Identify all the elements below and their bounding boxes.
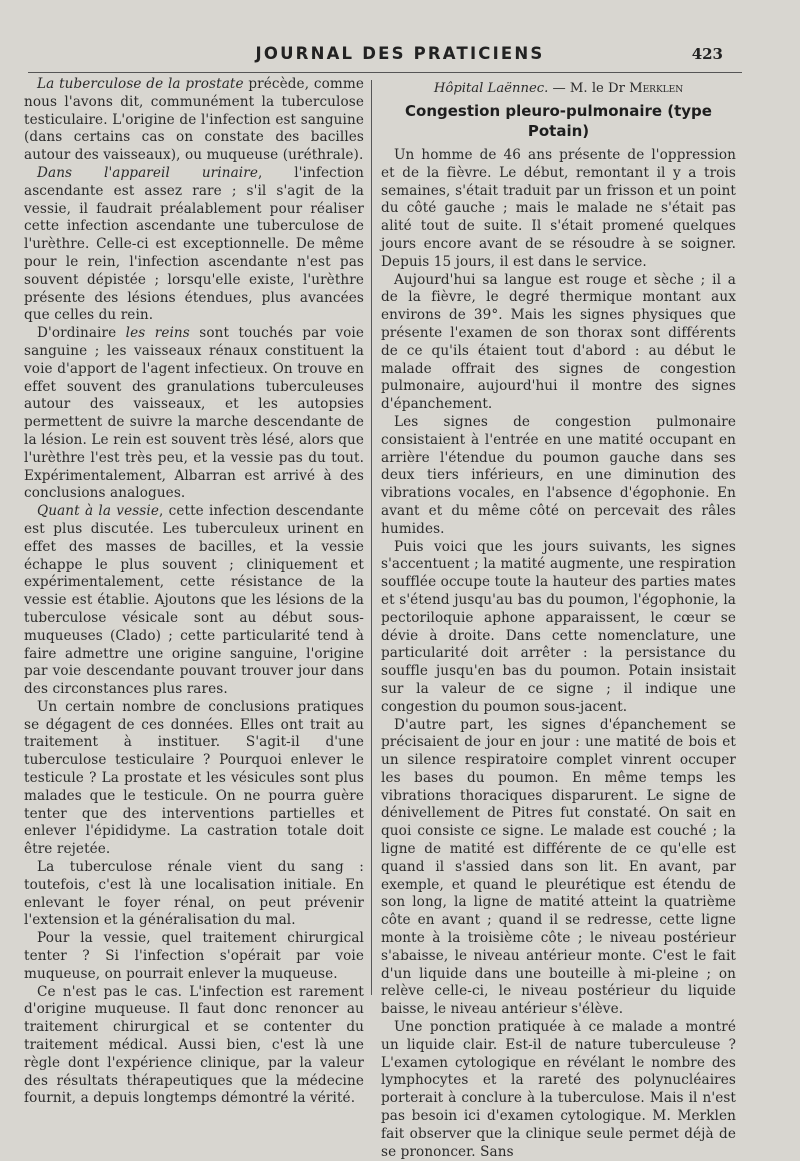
italic-lead: les reins — [125, 325, 190, 342]
hospital-line — [381, 80, 736, 98]
page-header — [0, 0, 800, 70]
article-paragraph: Les signes de congestion pulmonaire consistaient à l'entrée en une matité occupant en arrière l'étendue du poumon gauche dans ses deux tiers inférieurs, en une diminution des vibrations vocales, en l'absence d'égophonie. En avant et du même côté on percevait des râles humides. — [381, 413, 736, 537]
article-paragraph: D'autre part, les signes d'épanchement se précisaient de jour en jour : une matité de bois et un silence respiratoire complet vinrent occuper les bases du poumon. En même temps les vibrations thoraciques disparurent. Le signe de dénivellement de Pitres fut constaté. On sait en quoi consiste ce signe. Le malade est couché ; la ligne de matité est différente de ce qu'elle est quand il s'assied dans son lit. En avant, par exemple, et quand le pleurétique est étendu de son long, la ligne de matité atteint la quatrième côte en avant ; quand il se redresse, cette ligne monte à la troisième côte ; le niveau postérieur s'abaisse, le niveau antérieur monte. C'est le fait d'un liquide dans une bouteille à mi-pleine ; on relève celle-ci, le niveau postérieur du liquide baisse, le niveau antérieur s'élève. — [381, 716, 736, 1018]
paragraph-pre: D'ordinaire — [37, 325, 126, 342]
paragraph-conclusions: Un certain nombre de conclusions pratiques se dégagent de ces données. Elles ont trait au traitement à instituer. S'agit-il d'une tuberculose testiculaire ? Pourquoi enlever le testicule ? La prostate et les vésicules sont plus malades que le testicule. On ne pourra guère tenter que des interventions partielles et enlever l'épididyme. La castration totale doit être rejetée. — [24, 698, 364, 858]
article-paragraph: Une ponction pratiquée à ce malade a montré un liquide clair. Est-il de nature tuberculeuse ? L'examen cytologique en révélant le nombre des lymphocytes et la rareté des polynucléaires porterait à conclure à la tuberculose. Mais il n'est pas besoin ici d'examen cytologique. M. Merklen fait observer que la clinique seule permet déjà de se prononcer. Sans — [381, 1019, 736, 1160]
paragraph-text: précède, comme nous l'avons dit, communément la tuberculose testiculaire. L'origine de l'infection est sanguine (dans certains cas on constate des bacilles autour des vaisseaux), ou muqueuse (uréthrale). — [24, 76, 364, 164]
article-paragraph: Aujourd'hui sa langue est rouge et sèche ; il a de la fièvre, le degré thermique montant aux environs de 39°. Mais les signes physiques que présente l'examen de son thorax sont différents de ce qu'ils étaient tout d'abord : au début le malade offrait des signes de congestion pulmonaire, aujourd'hui il montre des signes d'épanchement. — [381, 271, 736, 413]
italic-lead: Quant à la vessie — [37, 503, 159, 520]
paragraph-text: sont touchés par voie sanguine ; les vaisseaux rénaux constituent la voie d'apport de l'agent infectieux. On trouve en effet souvent des granulations tuberculeuses autour des vaisseaux, et les autopsies permettent de suivre la marche descendante de la lésion. Le rein est souvent très lésé, alors que l'urèthre l'est très peu, et la vessie pas du tout. Expérimentalement, Albarran est arrivé à des conclusions analogues. — [24, 325, 365, 502]
paragraph-tuberculose-renale: La tuberculose rénale vient du sang : toutefois, c'est là une localisation initiale. En enlevant le foyer rénal, on peut prévenir l'extension et la généralisation du mal. — [24, 859, 364, 929]
article-title: Congestion pleuro-pulmonaire (type Potain) — [405, 102, 712, 140]
paragraph-traitement-medical: Ce n'est pas le cas. L'infection est rarement d'origine muqueuse. Il faut donc renoncer au traitement chirurgical et se contenter du traitement médical. Aussi bien, c'est là une règle dont l'expérience clinique, par la valeur des résultats thérapeutiques que la médecine fournit, a depuis longtemps démontré la vérité. — [24, 983, 364, 1107]
page-number: 423 — [691, 45, 723, 63]
article-paragraph: Puis voici que les jours suivants, les signes s'accentuent ; la matité augmente, une respiration soufflée occupe toute la hauteur des parties mates et s'étend jusqu'au bas du poumon, l'égophonie, la pectoriloquie aphone apparaissent, le cœur se dévie à droite. Dans cette nomenclature, une particularité doit arrêter : la persistance du souffle jusqu'en bas du poumon. Potain insistait sur la valeur de ce signe ; il indique une congestion du poumon sous-jacent. — [381, 538, 736, 715]
paragraph-traitement-vessie: Pour la vessie, quel traitement chirurgical tenter ? Si l'infection s'opérait par voie muqueuse, on pourrait enlever la muqueuse. — [24, 930, 364, 982]
hospital-separator: — M. le Dr — [548, 81, 630, 96]
hospital-place: Hôpital Laënnec. — [433, 81, 549, 96]
paragraph-text: , cette infection descendante est plus discutée. Les tuberculeux urinent en effet des masses de bacilles, et la vessie échappe le plus souvent ; cliniquement et expérimentalement, cette résistance de la vessie est établie. Ajoutons que les lésions de la tuberculose vésicale sont au début sous-muqueuses (Clado) ; cette particularité tend à faire admettre une origine sanguine, l'origine par voie descendante pouvant trouver jour dans des circonstances plus rares. — [24, 503, 365, 698]
paragraph-vessie — [24, 503, 364, 699]
paragraph-appareil-urinaire — [24, 165, 364, 325]
running-title: JOURNAL DES PRATICIENS — [255, 44, 545, 63]
left-column — [24, 76, 364, 1108]
paragraph-reins — [24, 325, 364, 503]
right-column — [381, 76, 736, 1161]
doctor-name: Merklen — [629, 81, 684, 96]
italic-lead: Dans l'appareil urinaire — [37, 164, 258, 181]
paragraph-prostate — [24, 76, 364, 165]
paragraph-text: , l'infection ascendante est assez rare ; s'il s'agit de la vessie, il faudrait préalablement pour réaliser cette infection ascendante une tuberculose de l'urèthre. Celle-ci est exceptionnelle. De même pour le rein, l'infection ascendante n'est pas souvent dépistée ; lorsqu'elle existe, l'urèthre présente des lésions étendues, plus avancées que celles du rein. — [24, 164, 364, 324]
header-rule — [28, 72, 742, 73]
column-divider — [371, 80, 372, 995]
article-paragraph: Un homme de 46 ans présente de l'oppression et de la fièvre. Le début, remontant il y a trois semaines, s'était traduit par un frisson et un point du côté gauche ; mais le malade ne s'était pas alité tout de suite. Il s'était promené quelques jours encore avant de se résoudre à se soigner. Depuis 15 jours, il est dans le service. — [381, 147, 736, 270]
italic-lead: La tuberculose de la prostate — [37, 76, 244, 92]
